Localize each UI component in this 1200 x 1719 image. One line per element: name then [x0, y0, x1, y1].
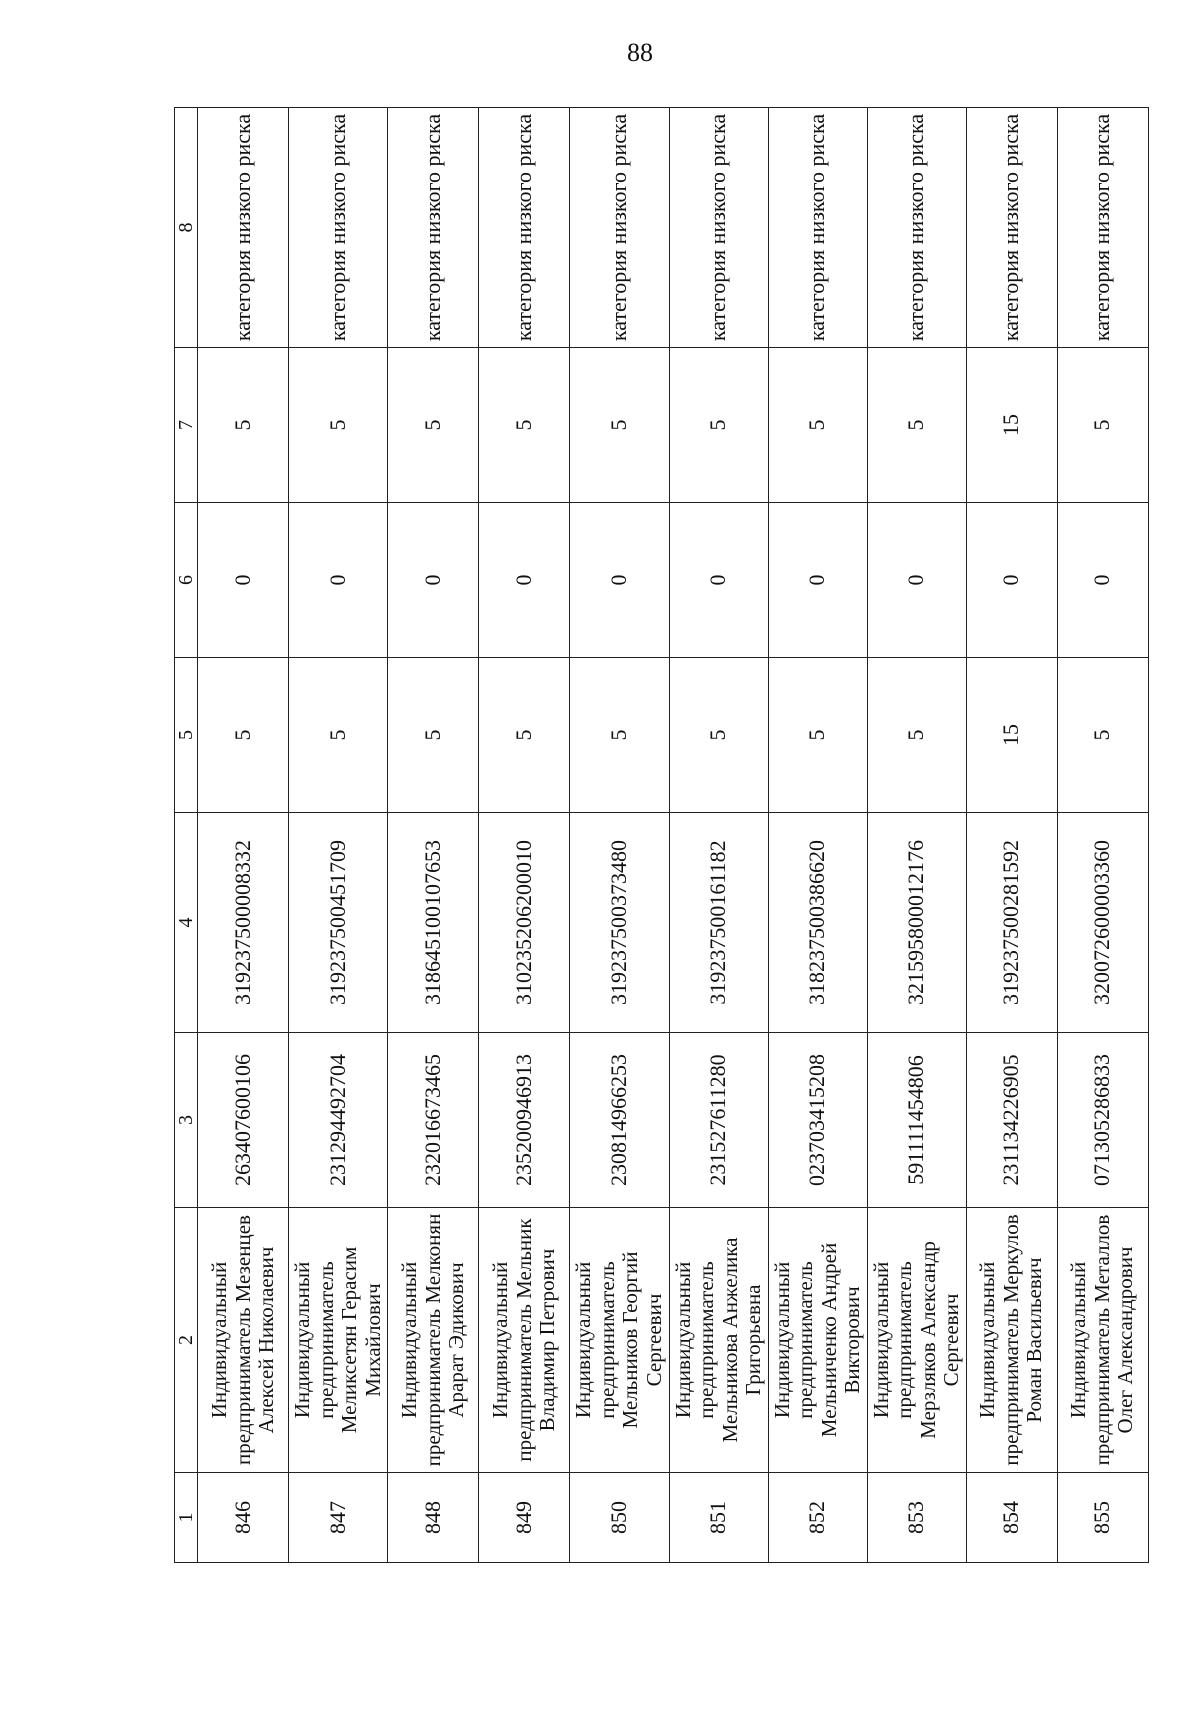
risk-category-cell: категория низкого риска: [289, 108, 388, 348]
risk-category-cell: категория низкого риска: [669, 108, 768, 348]
col-6-value-cell: 0: [289, 503, 388, 658]
table-row: [768, 108, 867, 1563]
ogrnip-cell: 319237500161182: [669, 813, 768, 1033]
col-7-value-cell: 5: [768, 348, 867, 503]
ogrnip-cell: 319237500451709: [289, 813, 388, 1033]
table-row: [570, 108, 669, 1563]
header-col-1: 1: [175, 1473, 198, 1563]
inn-cell: 023703415208: [768, 1033, 867, 1208]
col-6-value-cell: 0: [570, 503, 669, 658]
risk-category-cell: категория низкого риска: [867, 108, 966, 348]
table-row: [669, 108, 768, 1563]
col-5-value-cell: 5: [289, 658, 388, 813]
col-7-value-cell: 5: [289, 348, 388, 503]
rotated-table-container: [174, 108, 1138, 1563]
inn-cell: 231294492704: [289, 1033, 388, 1208]
row-number-cell: 855: [1057, 1473, 1148, 1563]
entrepreneur-name-cell: Индивидуальный предприниматель Меликсетян Герасим Михайлович: [289, 1208, 388, 1473]
row-number-cell: 849: [479, 1473, 570, 1563]
ogrnip-cell: 318645100107653: [388, 813, 479, 1033]
entrepreneur-name-cell: Индивидуальный предприниматель Мельников Георгий Сергеевич: [570, 1208, 669, 1473]
col-5-value-cell: 5: [768, 658, 867, 813]
entrepreneur-name-cell: Индивидуальный предприниматель Мерзляков Александр Сергеевич: [867, 1208, 966, 1473]
risk-category-cell: категория низкого риска: [388, 108, 479, 348]
inn-cell: 071305286833: [1057, 1033, 1148, 1208]
risk-category-cell: категория низкого риска: [966, 108, 1057, 348]
row-number-cell: 854: [966, 1473, 1057, 1563]
ogrnip-cell: 310235206200010: [479, 813, 570, 1033]
row-number-cell: 853: [867, 1473, 966, 1563]
entrepreneur-name-cell: Индивидуальный предприниматель Мельник Владимир Петрович: [479, 1208, 570, 1473]
ogrnip-cell: 319237500281592: [966, 813, 1057, 1033]
inn-cell: 231134226905: [966, 1033, 1057, 1208]
row-number-cell: 852: [768, 1473, 867, 1563]
col-7-value-cell: 5: [1057, 348, 1148, 503]
inn-cell: 230814966253: [570, 1033, 669, 1208]
table-body: [198, 108, 1148, 1563]
header-col-8: 8: [175, 108, 198, 348]
row-number-cell: 847: [289, 1473, 388, 1563]
col-5-value-cell: 5: [669, 658, 768, 813]
col-7-value-cell: 5: [479, 348, 570, 503]
header-col-7: 7: [175, 348, 198, 503]
header-col-2: 2: [175, 1208, 198, 1473]
table-row: [1057, 108, 1148, 1563]
ogrnip-cell: 318237500386620: [768, 813, 867, 1033]
col-6-value-cell: 0: [479, 503, 570, 658]
col-5-value-cell: 5: [479, 658, 570, 813]
ogrnip-cell: 320072600003360: [1057, 813, 1148, 1033]
table-row: [388, 108, 479, 1563]
row-number-cell: 850: [570, 1473, 669, 1563]
inn-cell: 263407600106: [198, 1033, 289, 1208]
col-7-value-cell: 5: [570, 348, 669, 503]
table-row: [479, 108, 570, 1563]
col-5-value-cell: 5: [867, 658, 966, 813]
inn-cell: 231527611280: [669, 1033, 768, 1208]
col-6-value-cell: 0: [198, 503, 289, 658]
ogrnip-cell: 319237500373480: [570, 813, 669, 1033]
col-6-value-cell: 0: [1057, 503, 1148, 658]
row-number-cell: 848: [388, 1473, 479, 1563]
inn-cell: 591111454806: [867, 1033, 966, 1208]
col-5-value-cell: 15: [966, 658, 1057, 813]
header-col-5: 5: [175, 658, 198, 813]
row-number-cell: 851: [669, 1473, 768, 1563]
header-row: [175, 108, 198, 1563]
col-7-value-cell: 5: [388, 348, 479, 503]
col-5-value-cell: 5: [570, 658, 669, 813]
col-7-value-cell: 5: [867, 348, 966, 503]
table-row: [966, 108, 1057, 1563]
risk-category-cell: категория низкого риска: [768, 108, 867, 348]
entrepreneur-name-cell: Индивидуальный предприниматель Мельниченко Андрей Викторович: [768, 1208, 867, 1473]
table-row: [867, 108, 966, 1563]
registry-table: [174, 107, 1149, 1563]
risk-category-cell: категория низкого риска: [570, 108, 669, 348]
risk-category-cell: категория низкого риска: [479, 108, 570, 348]
inn-cell: 235200946913: [479, 1033, 570, 1208]
col-5-value-cell: 5: [1057, 658, 1148, 813]
header-col-6: 6: [175, 503, 198, 658]
entrepreneur-name-cell: Индивидуальный предприниматель Мельникова Анжелика Григорьевна: [669, 1208, 768, 1473]
col-6-value-cell: 0: [669, 503, 768, 658]
header-col-3: 3: [175, 1033, 198, 1208]
table-row: [289, 108, 388, 1563]
col-6-value-cell: 0: [388, 503, 479, 658]
header-col-4: 4: [175, 813, 198, 1033]
ogrnip-cell: 319237500008332: [198, 813, 289, 1033]
inn-cell: 232016673465: [388, 1033, 479, 1208]
col-7-value-cell: 15: [966, 348, 1057, 503]
col-7-value-cell: 5: [669, 348, 768, 503]
risk-category-cell: категория низкого риска: [198, 108, 289, 348]
col-5-value-cell: 5: [198, 658, 289, 813]
row-number-cell: 846: [198, 1473, 289, 1563]
entrepreneur-name-cell: Индивидуальный предприниматель Мелконян Арарат Эдикович: [388, 1208, 479, 1473]
ogrnip-cell: 321595800012176: [867, 813, 966, 1033]
entrepreneur-name-cell: Индивидуальный предприниматель Мезенцев Алексей Николаевич: [198, 1208, 289, 1473]
col-7-value-cell: 5: [198, 348, 289, 503]
risk-category-cell: категория низкого риска: [1057, 108, 1148, 348]
entrepreneur-name-cell: Индивидуальный предприниматель Меркулов Роман Васильевич: [966, 1208, 1057, 1473]
col-6-value-cell: 0: [768, 503, 867, 658]
table-row: [198, 108, 289, 1563]
col-6-value-cell: 0: [867, 503, 966, 658]
page-number: 88: [627, 38, 653, 67]
col-5-value-cell: 5: [388, 658, 479, 813]
col-6-value-cell: 0: [966, 503, 1057, 658]
entrepreneur-name-cell: Индивидуальный предприниматель Металлов Олег Александрович: [1057, 1208, 1148, 1473]
